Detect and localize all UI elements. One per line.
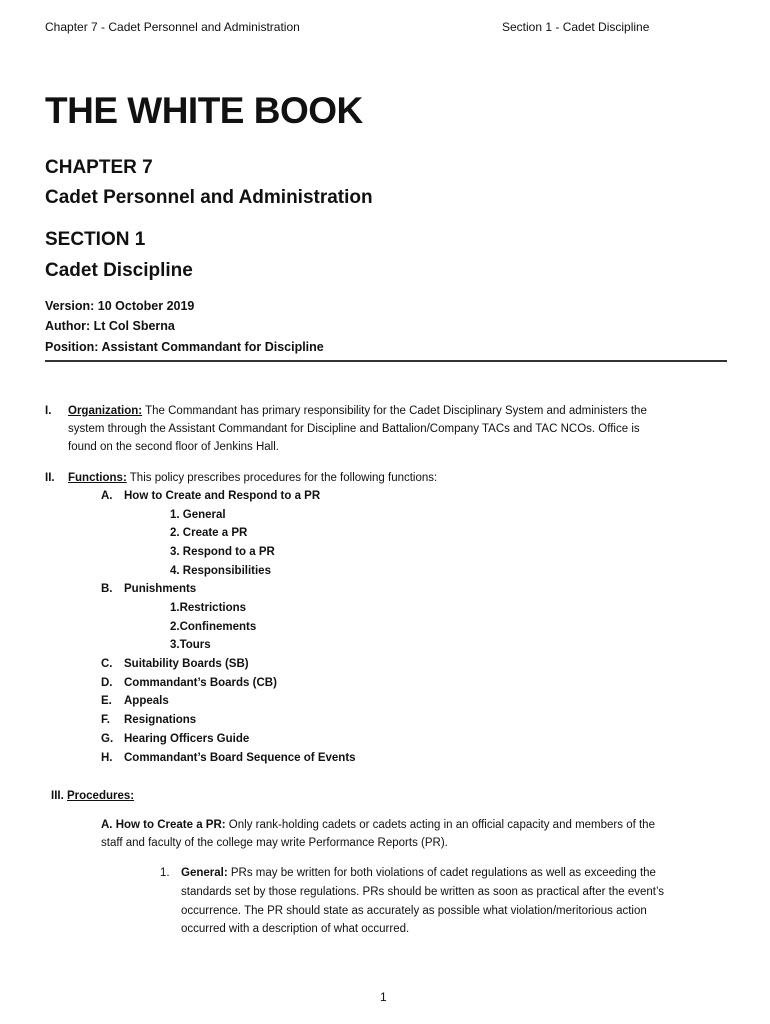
function-a-sub-item: 3. Respond to a PR	[170, 546, 275, 558]
section-ii-functions: Functions: This policy prescribes procedures for the following functions:	[68, 472, 438, 484]
chapter-number: CHAPTER 7	[45, 157, 153, 178]
version-line: Version: 10 October 2019	[45, 299, 195, 313]
author-line: Author: Lt Col Sberna	[45, 319, 175, 333]
procedure-a-paragraph: A. How to Create a PR: Only rank-holding cadets or cadets acting in an official capacity and members of the	[101, 819, 655, 831]
page-number: 1	[380, 990, 387, 1004]
section-ii-number: II.	[45, 472, 55, 484]
position-line: Position: Assistant Commandant for Discipline	[45, 340, 324, 354]
function-letter-c: C.	[101, 658, 113, 670]
function-letter-g: G.	[101, 733, 114, 745]
function-letter-a: A.	[101, 490, 113, 502]
general-line-4: occurred with a description of what occurred.	[181, 923, 410, 935]
functions-label: Functions:	[68, 472, 127, 484]
organization-label: Organization:	[68, 405, 143, 417]
function-letter-b: B.	[101, 583, 113, 595]
function-letter-e: E.	[101, 695, 112, 707]
general-paragraph: General: PRs may be written for both violations of cadet regulations as well as exceeding the	[181, 867, 656, 879]
function-item-c: Suitability Boards (SB)	[124, 658, 249, 670]
function-b-sub-item: 1.Restrictions	[170, 602, 247, 614]
title-divider	[45, 360, 727, 362]
function-a-sub-item: 2. Create a PR	[170, 527, 248, 539]
general-line-2: standards set by those regulations. PRs should be written as soon as practical after the event’s	[181, 886, 665, 898]
section-i-number: I.	[45, 405, 52, 417]
section-name: Cadet Discipline	[45, 260, 193, 281]
function-item-h: Commandant’s Board Sequence of Events	[124, 752, 356, 764]
running-header-chapter: Chapter 7 - Cadet Personnel and Administration	[45, 20, 300, 34]
section-i-line-3: found on the second floor of Jenkins Hall.	[68, 441, 279, 453]
general-line-3: occurrence. The PR should state as accurately as possible what violation/meritorious action	[181, 905, 647, 917]
general-number: 1.	[160, 867, 170, 879]
function-item-g: Hearing Officers Guide	[124, 733, 250, 745]
procedure-a-line-2: staff and faculty of the college may write Performance Reports (PR).	[101, 837, 448, 849]
function-a-sub-item: 4. Responsibilities	[170, 565, 271, 577]
general-label: General:	[181, 867, 228, 879]
function-item-f: Resignations	[124, 714, 197, 726]
function-item-b: Punishments	[124, 583, 197, 595]
section-i-line-2: system through the Assistant Commandant for Discipline and Battalion/Company TACs and TAC NCOs. Office is	[68, 423, 640, 435]
function-item-e: Appeals	[124, 695, 169, 707]
function-a-sub-item: 1. General	[170, 509, 226, 521]
function-letter-d: D.	[101, 677, 113, 689]
section-i-organization: Organization: The Commandant has primary responsibility for the Cadet Disciplinary System and administers the	[68, 405, 647, 417]
section-number: SECTION 1	[45, 229, 146, 250]
procedure-a-label: A. How to Create a PR:	[101, 819, 226, 831]
function-b-sub-item: 2.Confinements	[170, 621, 257, 633]
running-header-section: Section 1 - Cadet Discipline	[502, 20, 650, 34]
function-b-sub-item: 3.Tours	[170, 639, 211, 651]
function-letter-f: F.	[101, 714, 110, 726]
book-title: THE WHITE BOOK	[45, 90, 363, 131]
function-letter-h: H.	[101, 752, 113, 764]
function-item-d: Commandant’s Boards (CB)	[124, 677, 277, 689]
chapter-name: Cadet Personnel and Administration	[45, 187, 373, 208]
function-item-a: How to Create and Respond to a PR	[124, 490, 321, 502]
procedures-label: Procedures:	[66, 790, 135, 802]
section-iii-heading: III. Procedures:	[51, 790, 135, 802]
